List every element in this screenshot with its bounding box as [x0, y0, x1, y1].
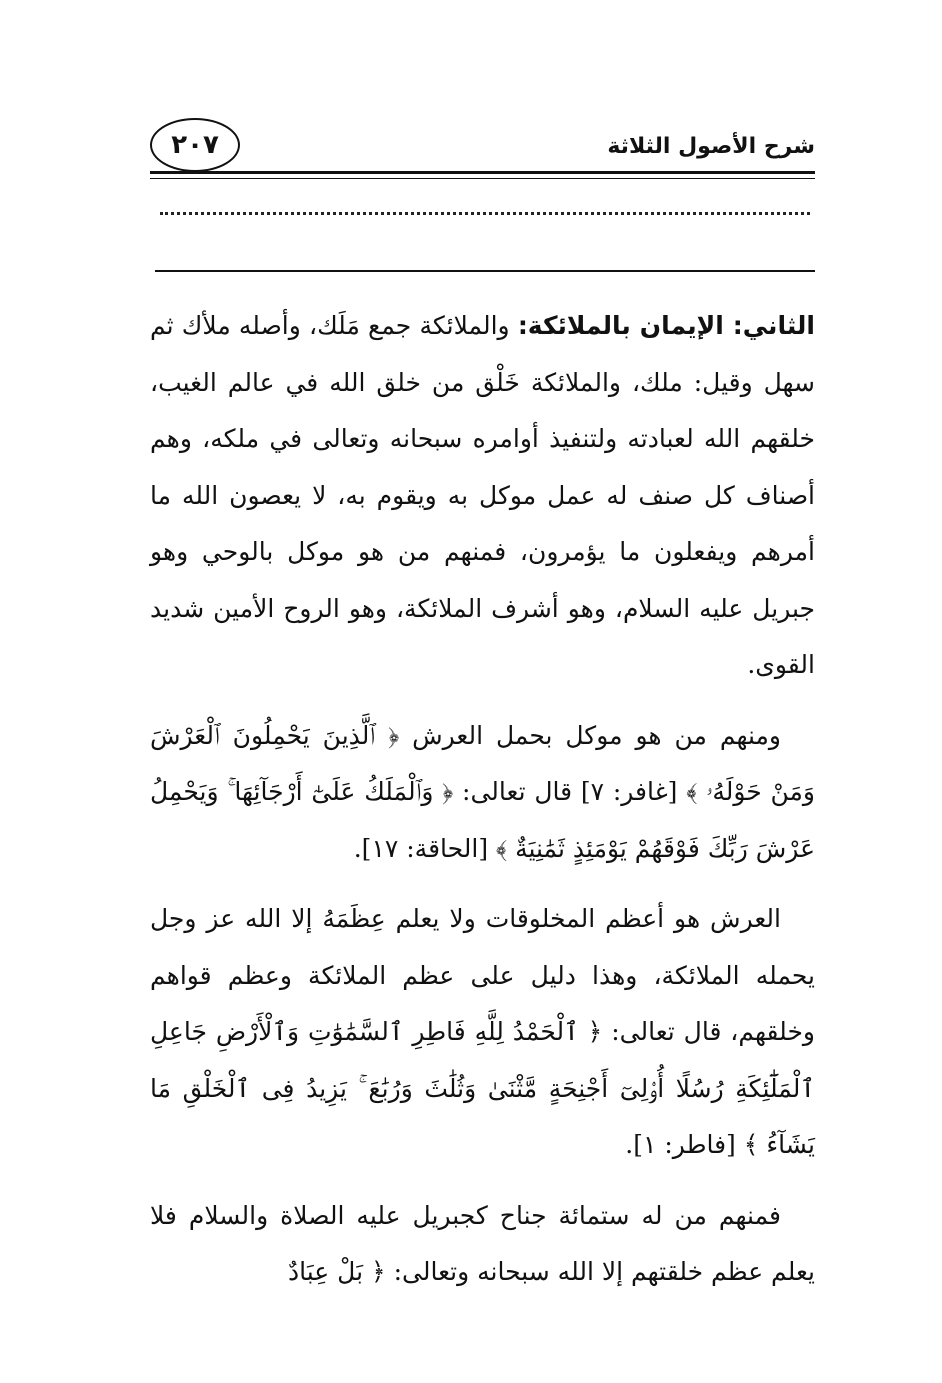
paragraph-text: فمنهم من له ستمائة جناح كجبريل عليه الصلاة والسلام فلا يعلم عظم خلقتهم إلا الله سبحانه وتعالى:: [150, 1200, 815, 1286]
paragraph-wings: [150, 1188, 815, 1301]
dotted-separator: [160, 212, 810, 215]
verse-reference: [فاطر: ١].: [625, 1130, 744, 1159]
quran-verse: ﴿ وَٱلْمَلَكُ عَلَىٰٓ أَرْجَآئِهَا ۚ وَيَحْمِلُ عَرْشَ رَبِّكَ فَوْقَهُمْ يَوْمَئِذٍ ثَمَٰنِيَةٌ ﴾: [150, 777, 815, 863]
paragraph-throne-bearers: [150, 708, 815, 878]
book-title: شرح الأصول الثلاثة: [607, 134, 815, 159]
page-number: ٢٠٧: [150, 118, 240, 172]
verse-reference: [الحاقة: ١٧].: [353, 833, 497, 863]
header-rule-thin: [150, 178, 815, 179]
verse-reference: [غافر: ٧] قال تعالى:: [453, 777, 687, 806]
section-rule: [155, 270, 815, 272]
paragraph-throne-greatness: [150, 891, 815, 1174]
quran-verse: ﴿ ٱلْحَمْدُ لِلَّهِ فَاطِرِ ٱلسَّمَٰوَٰتِ وَٱلْأَرْضِ جَاعِلِ ٱلْمَلَٰٓئِكَةِ رُسُلًا أُو۟لِىٓ أَجْنِحَةٍ مَّثْنَىٰ وَثُلَٰثَ وَرُبَٰعَ ۚ يَزِيدُ فِى ٱلْخَلْقِ مَا يَشَآءُ ﴾: [150, 1017, 815, 1159]
quran-verse: ﴿ ٱلَّذِينَ يَحْمِلُونَ ٱلْعَرْشَ وَمَنْ حَوْلَهُۥ ﴾: [150, 720, 815, 806]
section-heading: الثاني: الإيمان بالملائكة:: [517, 311, 815, 340]
quran-verse: ﴿ بَلْ عِبَادٌ: [287, 1257, 386, 1286]
body-text: [150, 298, 815, 1315]
paragraph-angels-intro: [150, 298, 815, 694]
paragraph-text: ومنهم من هو موكل بحمل العرش: [399, 720, 782, 750]
header-rule-thick: [150, 171, 815, 174]
paragraph-text: والملائكة جمع مَلَك، وأصله ملأك ثم سهل وقيل: ملك، والملائكة خَلْق من خلق الله في عالم الغيب، خلقهم الله لعبادته ولتنفيذ أوامره سبحانه وتعالى في ملكه، وهم أصناف كل صنف له عمل موكل به ويقوم به، لا يعصون الله ما أمرهم ويفعلون ما يؤمرون، فمنهم من هو موكل بالوحي وهو جبريل عليه السلام، وهو أشرف الملائكة، وهو الروح الأمين شديد القوى.: [150, 311, 815, 679]
paragraph-text: العرش هو أعظم المخلوقات ولا يعلم عِظَمَهُ إلا الله عز وجل يحمله الملائكة، وهذا دليل على عظم الملائكة وعظم قواهم وخلقهم، قال تعالى:: [150, 904, 815, 1046]
